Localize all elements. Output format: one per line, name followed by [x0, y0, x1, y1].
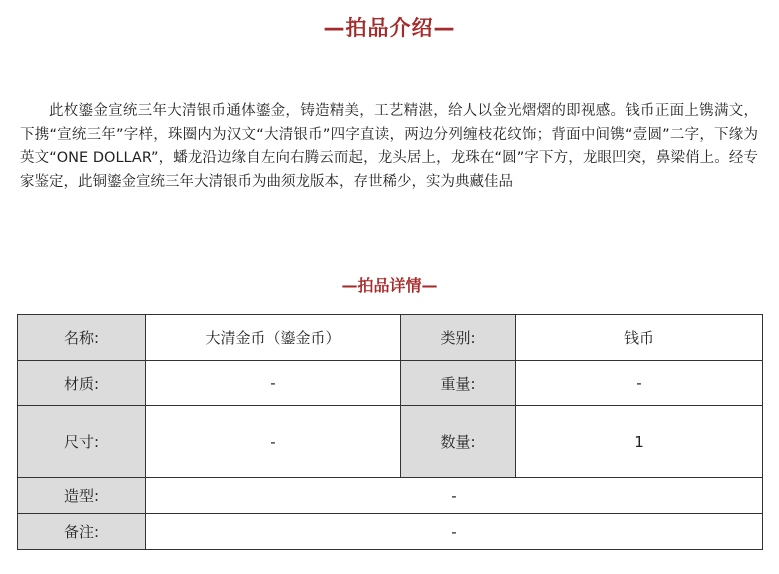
intro-paragraph: 此枚鎏金宣统三年大清银币通体鎏金，铸造精美，工艺精湛，给人以金光熠熠的即视感。钱币正面上镌满文，下携“宣统三年”字样，珠圈内为汉文“大清银币”四字直读，两边分列缠枝花纹饰；背面中间镌“壹圆”二字，下缘为英文“ONE DOLLAR”，蟠龙沿边缘自左向右腾云而起，龙头居上，龙珠在“圆”字下方，龙眼凹突，鼻梁俏上。经专家鉴定，此铜鎏金宣统三年大清银币为曲须龙版本，存世稀少，实为典藏佳品	[20, 103, 758, 190]
intro-title: —拍品介绍—	[323, 16, 456, 40]
shape-label: 造型:	[18, 478, 146, 514]
weight-label: 重量:	[401, 361, 516, 406]
material-label: 材质:	[18, 361, 146, 406]
note-value: -	[146, 514, 763, 550]
weight-value: -	[516, 361, 763, 406]
material-value: -	[146, 361, 401, 406]
category-label: 类别:	[401, 315, 516, 361]
size-label: 尺寸:	[18, 406, 146, 478]
table-row	[18, 406, 763, 478]
category-value: 钱币	[516, 315, 763, 361]
details-title: —拍品详情—	[341, 276, 438, 295]
name-value: 大清金币（鎏金币）	[146, 315, 401, 361]
table-row	[18, 514, 763, 550]
size-value: -	[146, 406, 401, 478]
quantity-label: 数量:	[401, 406, 516, 478]
quantity-value: 1	[516, 406, 763, 478]
table-row	[18, 315, 763, 361]
name-label: 名称:	[18, 315, 146, 361]
table-row	[18, 478, 763, 514]
table-row	[18, 361, 763, 406]
note-label: 备注:	[18, 514, 146, 550]
shape-value: -	[146, 478, 763, 514]
details-table	[17, 314, 763, 550]
